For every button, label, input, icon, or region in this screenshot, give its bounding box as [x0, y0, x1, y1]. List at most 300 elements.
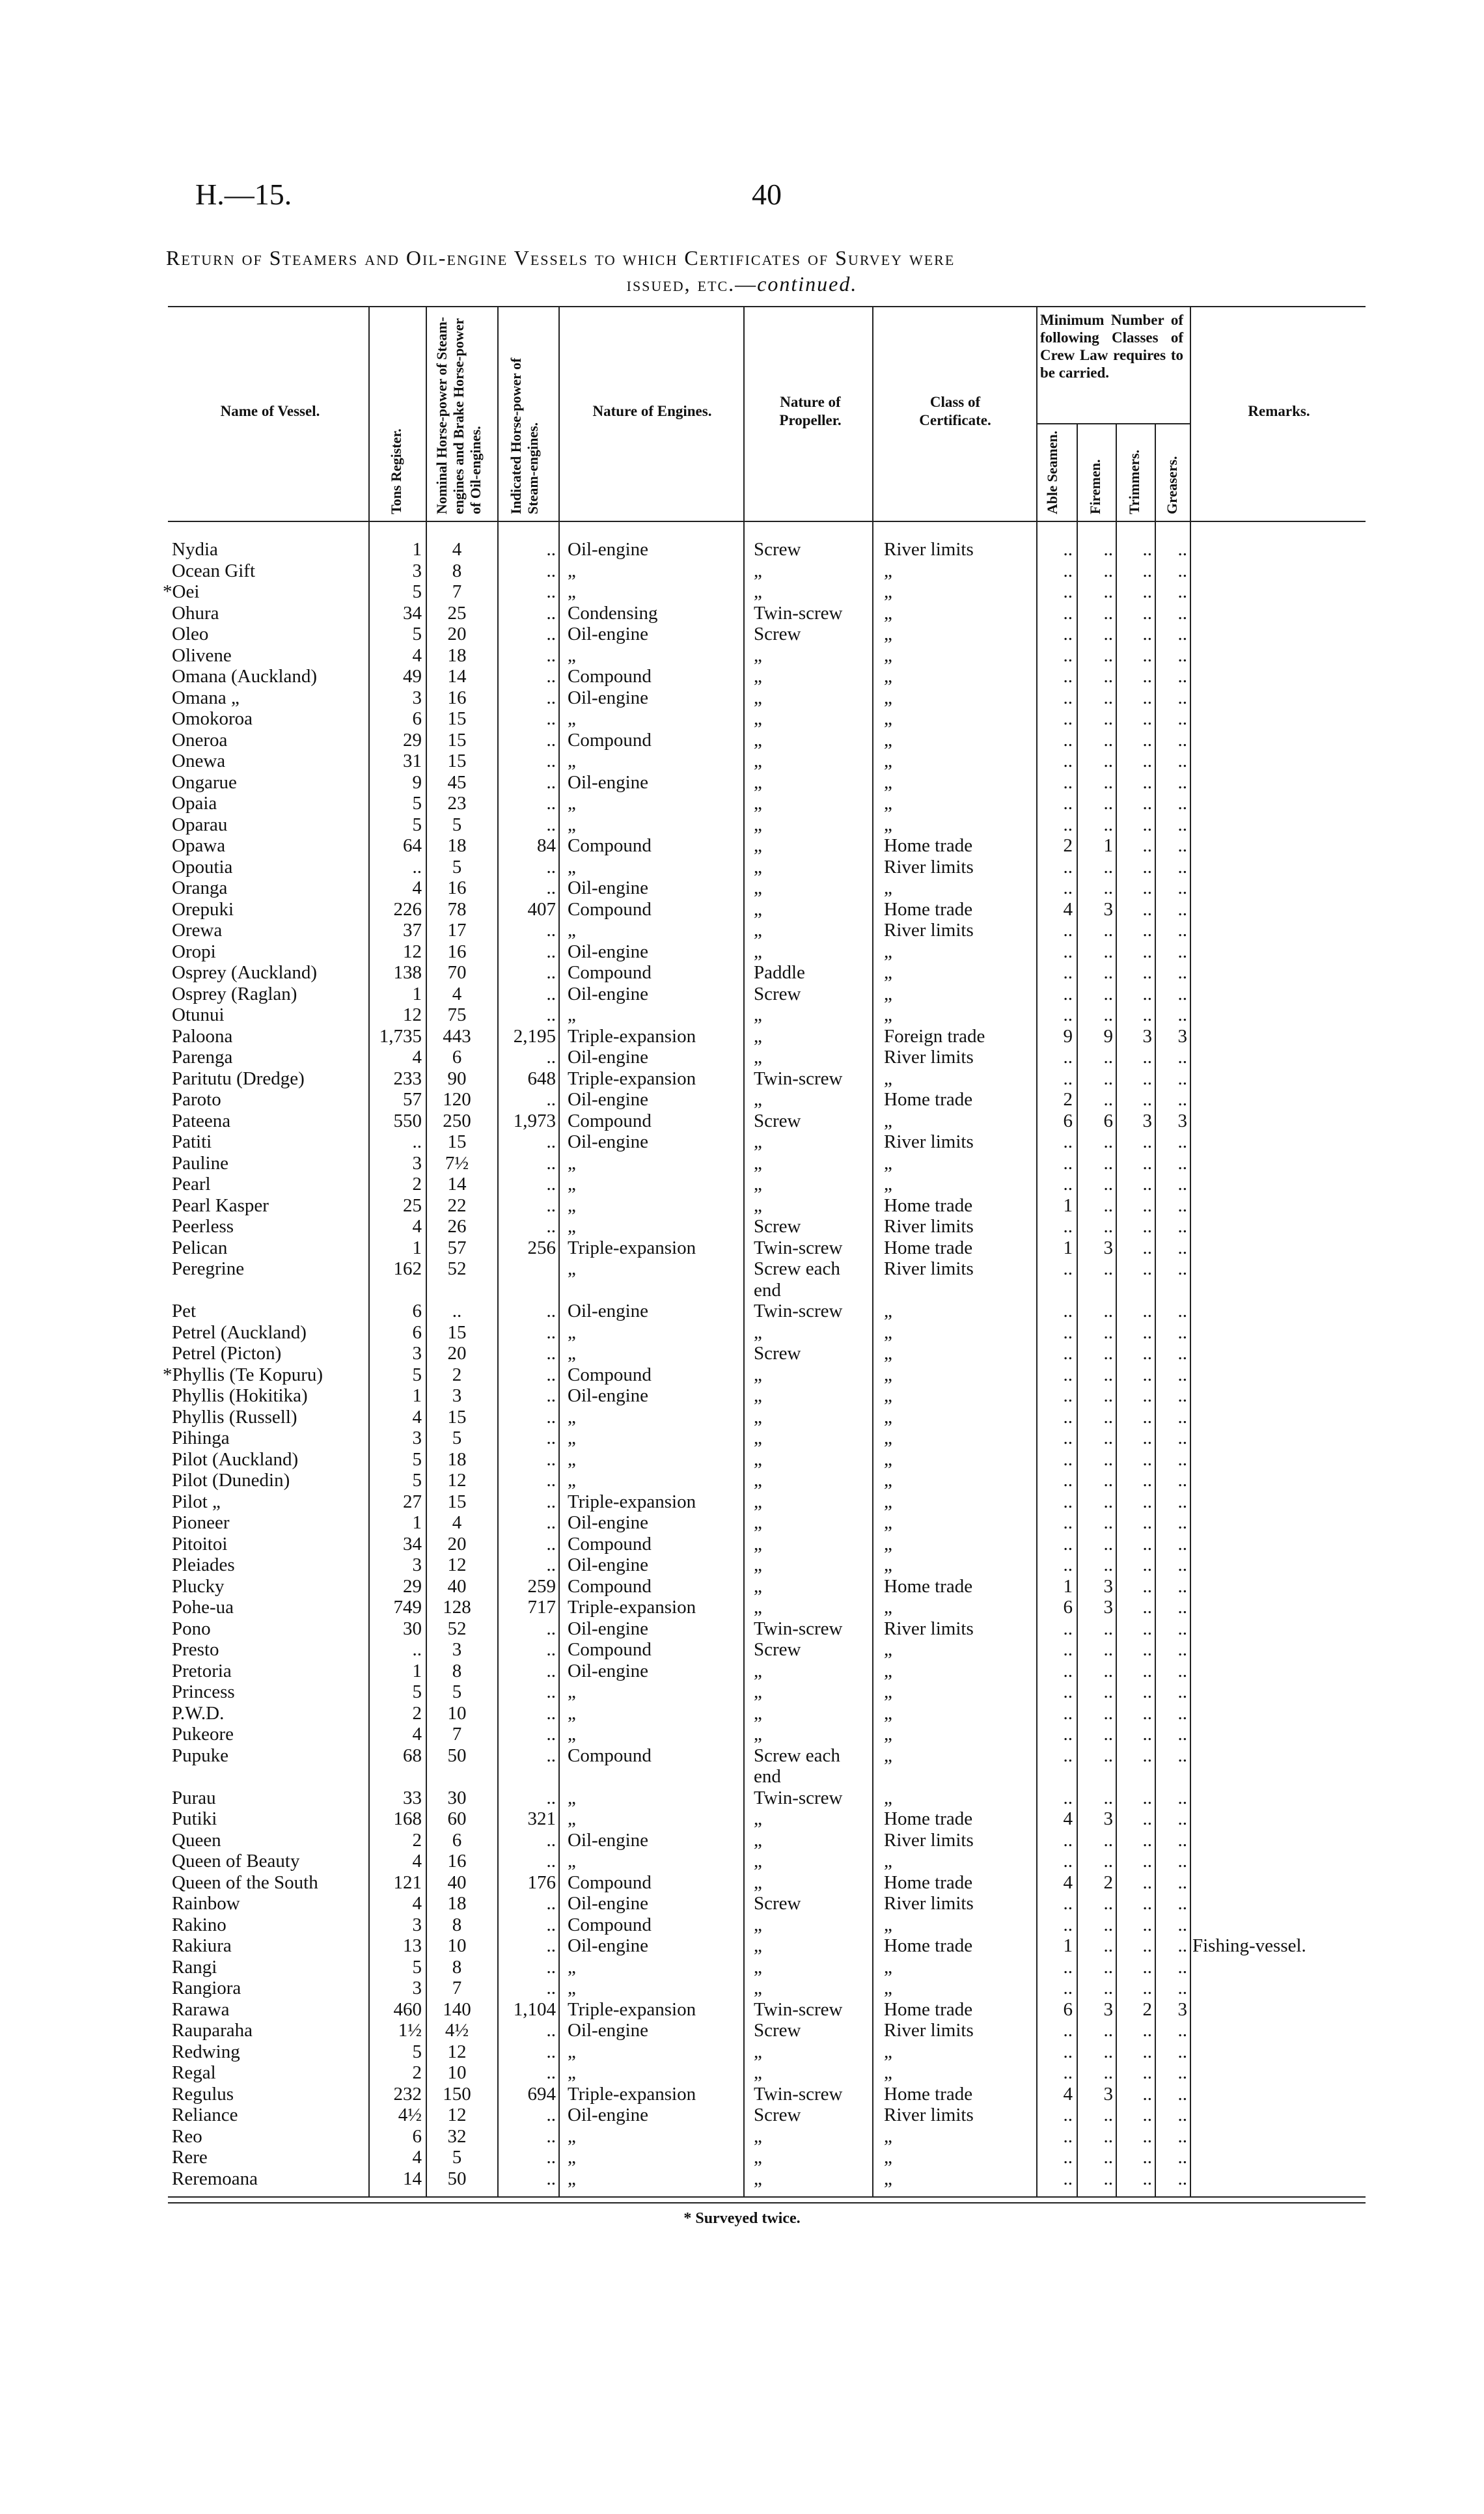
- nature-of-propeller: Screw each: [754, 1745, 840, 1766]
- table-row: [0, 1639, 1484, 1661]
- nature-of-engines: Oil-engine: [568, 1893, 649, 1914]
- nature-of-engines: „: [568, 1681, 576, 1702]
- greasers: ..: [1177, 2083, 1187, 2105]
- table-row: [0, 1280, 1484, 1301]
- nominal-horse-power: 18: [447, 644, 467, 666]
- page-number: 40: [752, 178, 782, 211]
- trimmers: ..: [1142, 2062, 1152, 2083]
- nominal-horse-power: 15: [447, 729, 467, 751]
- greasers: 3: [1177, 1110, 1187, 1131]
- able-seamen: ..: [1063, 1851, 1073, 1872]
- table-row: [0, 1026, 1484, 1047]
- table-row: [0, 1237, 1484, 1259]
- able-seamen: ..: [1063, 1364, 1073, 1385]
- vessel-name: Peregrine: [172, 1258, 245, 1279]
- tons-register: 2: [412, 1829, 422, 1851]
- class-of-certificate: „: [884, 1321, 892, 1343]
- firemen: ..: [1103, 1428, 1113, 1448]
- able-seamen: ..: [1063, 1428, 1073, 1448]
- class-of-certificate: „: [884, 814, 892, 835]
- greasers: ..: [1177, 983, 1187, 1004]
- trimmers: ..: [1142, 1872, 1152, 1893]
- firemen: ..: [1103, 771, 1113, 793]
- indicated-horse-power: ..: [546, 751, 556, 771]
- tons-register: 3: [412, 560, 422, 581]
- trimmers: ..: [1142, 1491, 1152, 1512]
- able-seamen: ..: [1063, 920, 1073, 941]
- indicated-horse-power: ..: [546, 1978, 556, 1998]
- indicated-horse-power: ..: [546, 793, 556, 814]
- table-row: [0, 1935, 1484, 1957]
- indicated-horse-power: ..: [546, 1364, 556, 1385]
- nature-of-propeller: end: [754, 1766, 781, 1787]
- nominal-horse-power: 15: [447, 751, 467, 771]
- vessel-name: Orepuki: [172, 898, 234, 920]
- indicated-horse-power: ..: [546, 1448, 556, 1470]
- able-seamen: ..: [1063, 1385, 1073, 1406]
- class-of-certificate: Home trade: [884, 1089, 973, 1110]
- nature-of-engines: „: [568, 1808, 576, 1829]
- able-seamen: ..: [1063, 814, 1073, 835]
- class-of-certificate: River limits: [884, 2105, 974, 2125]
- tons-register: 5: [412, 1448, 422, 1470]
- greasers: ..: [1177, 2168, 1187, 2189]
- table-row: [0, 2147, 1484, 2168]
- indicated-horse-power: ..: [546, 624, 556, 644]
- table-row: [0, 1407, 1484, 1428]
- table-row: [0, 1449, 1484, 1471]
- nature-of-propeller: Screw each: [754, 1258, 840, 1279]
- vessel-name: Ohura: [172, 602, 219, 624]
- indicated-horse-power: ..: [546, 1512, 556, 1533]
- col-header-indicated: Indicated Horse-power of Steam-engines.: [508, 357, 541, 514]
- col-header-name: Name of Vessel.: [220, 403, 320, 419]
- vessel-name: Pelican: [172, 1237, 228, 1258]
- vessel-name: Paloona: [172, 1025, 233, 1047]
- indicated-horse-power: ..: [546, 2062, 556, 2083]
- nominal-horse-power: 10: [447, 1935, 467, 1956]
- class-of-certificate: River limits: [884, 2020, 974, 2041]
- nominal-horse-power: 78: [447, 898, 467, 920]
- tons-register: 57: [403, 1089, 422, 1110]
- greasers: ..: [1177, 1068, 1187, 1089]
- table-row: [0, 962, 1484, 984]
- nature-of-propeller: Twin-screw: [754, 1068, 843, 1089]
- class-of-certificate: „: [884, 2168, 892, 2189]
- greasers: ..: [1177, 793, 1187, 814]
- trimmers: ..: [1142, 708, 1152, 729]
- able-seamen: 1: [1063, 1575, 1073, 1597]
- vessel-name: Presto: [172, 1639, 219, 1660]
- indicated-horse-power: ..: [546, 1343, 556, 1364]
- greasers: ..: [1177, 1533, 1187, 1554]
- greasers: ..: [1177, 1745, 1187, 1766]
- vessel-name: Pilot (Dunedin): [172, 1470, 290, 1491]
- nature-of-propeller: „: [754, 1195, 762, 1216]
- vessel-name: Oropi: [172, 941, 216, 962]
- able-seamen: ..: [1063, 1470, 1073, 1491]
- able-seamen: 4: [1063, 898, 1073, 920]
- nature-of-engines: Triple-expansion: [568, 1491, 696, 1512]
- trimmers: ..: [1142, 2125, 1152, 2147]
- greasers: ..: [1177, 1512, 1187, 1533]
- nominal-horse-power: 75: [447, 1004, 467, 1025]
- trimmers: ..: [1142, 1428, 1152, 1448]
- trimmers: ..: [1142, 1575, 1152, 1597]
- trimmers: ..: [1142, 602, 1152, 624]
- greasers: ..: [1177, 1152, 1187, 1174]
- indicated-horse-power: 259: [527, 1575, 556, 1597]
- class-of-certificate: „: [884, 1301, 892, 1321]
- vessel-name: Oranga: [172, 877, 228, 898]
- nature-of-propeller: „: [754, 1131, 762, 1152]
- table-row: [0, 1745, 1484, 1767]
- vessel-name: Rere: [172, 2147, 208, 2168]
- vessel-name: Pilot (Auckland): [172, 1448, 299, 1470]
- nature-of-engines: Oil-engine: [568, 1512, 649, 1533]
- indicated-horse-power: 1,104: [513, 1998, 556, 2020]
- nominal-horse-power: 443: [443, 1025, 471, 1047]
- nature-of-engines: Oil-engine: [568, 2105, 649, 2125]
- table-row: [0, 1068, 1484, 1090]
- firemen: ..: [1103, 856, 1113, 877]
- class-of-certificate: „: [884, 751, 892, 771]
- firemen: ..: [1103, 2105, 1113, 2125]
- tons-register: 3: [412, 687, 422, 708]
- nature-of-engines: Compound: [568, 898, 652, 920]
- table-row: [0, 539, 1484, 560]
- greasers: ..: [1177, 1787, 1187, 1808]
- trimmers: ..: [1142, 1893, 1152, 1914]
- table-row: [0, 645, 1484, 667]
- trimmers: ..: [1142, 1068, 1152, 1089]
- indicated-horse-power: ..: [546, 1216, 556, 1237]
- greasers: ..: [1177, 1258, 1187, 1279]
- nominal-horse-power: 10: [447, 1702, 467, 1724]
- nature-of-propeller: „: [754, 666, 762, 687]
- table-row: [0, 1661, 1484, 1682]
- nature-of-propeller: Twin-screw: [754, 2083, 843, 2105]
- vessel-name: Queen of Beauty: [172, 1851, 300, 1872]
- nature-of-propeller: „: [754, 1152, 762, 1174]
- tons-register: 460: [393, 1998, 422, 2020]
- tons-register: 33: [403, 1787, 422, 1808]
- indicated-horse-power: ..: [546, 539, 556, 560]
- trimmers: ..: [1142, 1745, 1152, 1766]
- able-seamen: 4: [1063, 1872, 1073, 1893]
- tons-register: 5: [412, 1956, 422, 1978]
- tons-register: 34: [403, 1533, 422, 1554]
- table-row: [0, 814, 1484, 836]
- tons-register: 5: [412, 1470, 422, 1491]
- nominal-horse-power: 20: [447, 1533, 467, 1554]
- trimmers: ..: [1142, 1047, 1152, 1068]
- indicated-horse-power: ..: [546, 687, 556, 708]
- indicated-horse-power: ..: [546, 2041, 556, 2062]
- vessel-name: Orewa: [172, 920, 223, 941]
- nature-of-propeller: „: [754, 1554, 762, 1575]
- indicated-horse-power: 694: [527, 2083, 556, 2105]
- indicated-horse-power: ..: [546, 1829, 556, 1851]
- table-row: [0, 624, 1484, 645]
- able-seamen: ..: [1063, 1004, 1073, 1025]
- indicated-horse-power: 176: [527, 1872, 556, 1893]
- greasers: ..: [1177, 644, 1187, 666]
- greasers: ..: [1177, 708, 1187, 729]
- nominal-horse-power: 15: [447, 1131, 467, 1152]
- able-seamen: ..: [1063, 1321, 1073, 1343]
- firemen: ..: [1103, 1047, 1113, 1068]
- greasers: ..: [1177, 1448, 1187, 1470]
- vessel-name: Ongarue: [172, 771, 237, 793]
- table-title-line1: Return of Steamers and Oil-engine Vessels to which Certificates of Survey were: [166, 246, 955, 269]
- greasers: ..: [1177, 877, 1187, 898]
- table-row: [0, 920, 1484, 941]
- trimmers: ..: [1142, 1258, 1152, 1279]
- tons-register: 4: [412, 1724, 422, 1745]
- trimmers: ..: [1142, 1724, 1152, 1745]
- indicated-horse-power: ..: [546, 1428, 556, 1448]
- indicated-horse-power: ..: [546, 666, 556, 687]
- vessel-name: Oparau: [172, 814, 228, 835]
- indicated-horse-power: ..: [546, 1047, 556, 1068]
- firemen: ..: [1103, 1745, 1113, 1766]
- greasers: ..: [1177, 2020, 1187, 2041]
- trimmers: ..: [1142, 1554, 1152, 1575]
- greasers: ..: [1177, 1470, 1187, 1491]
- nature-of-propeller: Screw: [754, 1216, 801, 1237]
- greasers: ..: [1177, 1914, 1187, 1935]
- vessel-name: Paroto: [172, 1089, 221, 1110]
- firemen: ..: [1103, 2062, 1113, 2083]
- table-row: [0, 1343, 1484, 1364]
- trimmers: ..: [1142, 1702, 1152, 1724]
- tons-register: 1: [412, 1385, 422, 1406]
- greasers: ..: [1177, 2062, 1187, 2083]
- nominal-horse-power: 8: [452, 1660, 462, 1681]
- indicated-horse-power: ..: [546, 1618, 556, 1639]
- nature-of-propeller: „: [754, 751, 762, 771]
- class-of-certificate: River limits: [884, 539, 974, 560]
- trimmers: ..: [1142, 1618, 1152, 1639]
- vessel-name: Opaia: [172, 793, 217, 814]
- table-row: [0, 1554, 1484, 1576]
- vessel-name: Pearl: [172, 1174, 211, 1195]
- class-of-certificate: „: [884, 687, 892, 708]
- firemen: ..: [1103, 708, 1113, 729]
- class-of-certificate: Home trade: [884, 1872, 973, 1893]
- table-row: [0, 1195, 1484, 1217]
- able-seamen: ..: [1063, 1406, 1073, 1428]
- table-row: [0, 857, 1484, 878]
- nature-of-engines: „: [568, 856, 576, 877]
- greasers: ..: [1177, 1893, 1187, 1914]
- nominal-horse-power: 5: [452, 814, 462, 835]
- nature-of-engines: „: [568, 1174, 576, 1195]
- indicated-horse-power: ..: [546, 1470, 556, 1491]
- table-row: [0, 1491, 1484, 1513]
- nominal-horse-power: 7: [452, 1724, 462, 1745]
- tons-register: 4: [412, 877, 422, 898]
- table-row: [0, 1957, 1484, 1978]
- firemen: 9: [1103, 1025, 1113, 1047]
- nominal-horse-power: 8: [452, 1914, 462, 1935]
- greasers: ..: [1177, 1491, 1187, 1512]
- nominal-horse-power: 16: [447, 941, 467, 962]
- table-row: [0, 1153, 1484, 1174]
- vessel-name: P.W.D.: [172, 1702, 225, 1724]
- firemen: ..: [1103, 624, 1113, 644]
- table-row: [0, 1681, 1484, 1703]
- trimmers: ..: [1142, 1004, 1152, 1025]
- trimmers: ..: [1142, 941, 1152, 962]
- nature-of-propeller: „: [754, 687, 762, 708]
- nominal-horse-power: 20: [447, 1343, 467, 1364]
- nature-of-propeller: „: [754, 1681, 762, 1702]
- indicated-horse-power: ..: [546, 1787, 556, 1808]
- trimmers: 3: [1142, 1110, 1152, 1131]
- trimmers: ..: [1142, 1597, 1152, 1618]
- class-of-certificate: Home trade: [884, 1237, 973, 1258]
- nature-of-propeller: Paddle: [754, 962, 805, 983]
- table-title-line2: [0, 272, 1484, 296]
- vessel-name: Oleo: [172, 624, 209, 644]
- greasers: ..: [1177, 1131, 1187, 1152]
- nature-of-engines: Compound: [568, 835, 652, 856]
- tons-register: 3: [412, 1914, 422, 1935]
- greasers: ..: [1177, 1428, 1187, 1448]
- nominal-horse-power: 18: [447, 835, 467, 856]
- trimmers: ..: [1142, 751, 1152, 771]
- nature-of-propeller: „: [754, 856, 762, 877]
- trimmers: ..: [1142, 771, 1152, 793]
- indicated-horse-power: ..: [546, 1089, 556, 1110]
- table-row: [0, 2126, 1484, 2148]
- nominal-horse-power: 20: [447, 624, 467, 644]
- nominal-horse-power: 15: [447, 1491, 467, 1512]
- tons-register: 6: [412, 1321, 422, 1343]
- vessel-name: Pateena: [172, 1110, 231, 1131]
- nature-of-propeller: „: [754, 581, 762, 602]
- able-seamen: ..: [1063, 2125, 1073, 2147]
- nominal-horse-power: 52: [447, 1618, 467, 1639]
- trimmers: 2: [1142, 1998, 1152, 2020]
- tons-register: 4: [412, 2147, 422, 2168]
- nominal-horse-power: 17: [447, 920, 467, 941]
- nature-of-engines: „: [568, 793, 576, 814]
- nature-of-propeller: „: [754, 560, 762, 581]
- able-seamen: ..: [1063, 729, 1073, 751]
- tons-register: 4: [412, 1893, 422, 1914]
- indicated-horse-power: ..: [546, 1406, 556, 1428]
- vessel-name: Pohe-ua: [172, 1597, 234, 1618]
- nature-of-engines: Compound: [568, 1364, 652, 1385]
- tons-register: 27: [403, 1491, 422, 1512]
- greasers: ..: [1177, 539, 1187, 560]
- firemen: ..: [1103, 1385, 1113, 1406]
- tons-register: 68: [403, 1745, 422, 1766]
- greasers: ..: [1177, 1597, 1187, 1618]
- table-row: [0, 1830, 1484, 1851]
- nature-of-engines: Compound: [568, 1639, 652, 1660]
- indicated-horse-power: 648: [527, 1068, 556, 1089]
- nature-of-propeller: „: [754, 1025, 762, 1047]
- firemen: ..: [1103, 1533, 1113, 1554]
- nominal-horse-power: 8: [452, 560, 462, 581]
- nature-of-engines: „: [568, 2062, 576, 2083]
- tons-register: 3: [412, 1554, 422, 1575]
- indicated-horse-power: ..: [546, 1935, 556, 1956]
- trimmers: ..: [1142, 1321, 1152, 1343]
- nature-of-engines: „: [568, 1851, 576, 1872]
- nature-of-propeller: „: [754, 1448, 762, 1470]
- vessel-name: Omokoroa: [172, 708, 253, 729]
- firemen: ..: [1103, 644, 1113, 666]
- trimmers: ..: [1142, 1385, 1152, 1406]
- tons-register: 5: [412, 1681, 422, 1702]
- greasers: ..: [1177, 898, 1187, 920]
- tons-register: 162: [393, 1258, 422, 1279]
- table-row: [0, 560, 1484, 582]
- indicated-horse-power: ..: [546, 1893, 556, 1914]
- nature-of-engines: „: [568, 1978, 576, 1998]
- title-prefix: issued, etc.—: [626, 272, 758, 296]
- tons-register: 14: [403, 2168, 422, 2189]
- trimmers: ..: [1142, 1448, 1152, 1470]
- able-seamen: 4: [1063, 2083, 1073, 2105]
- able-seamen: 2: [1063, 835, 1073, 856]
- greasers: ..: [1177, 941, 1187, 962]
- col-header-greasers: Greasers.: [1164, 456, 1180, 514]
- able-seamen: ..: [1063, 751, 1073, 771]
- table-row: [0, 1978, 1484, 1999]
- nature-of-engines: Compound: [568, 1745, 652, 1766]
- col-header-tons: Tons Register.: [388, 428, 404, 514]
- table-row: [0, 1258, 1484, 1280]
- nature-of-engines: Oil-engine: [568, 983, 649, 1004]
- table-row: [0, 1428, 1484, 1449]
- trimmers: ..: [1142, 1533, 1152, 1554]
- able-seamen: ..: [1063, 708, 1073, 729]
- indicated-horse-power: ..: [546, 941, 556, 962]
- able-seamen: ..: [1063, 941, 1073, 962]
- greasers: ..: [1177, 1554, 1187, 1575]
- greasers: ..: [1177, 962, 1187, 983]
- nature-of-propeller: Screw: [754, 539, 801, 560]
- vessel-name: Peerless: [172, 1216, 234, 1237]
- firemen: ..: [1103, 1935, 1113, 1956]
- nature-of-engines: Oil-engine: [568, 941, 649, 962]
- class-of-certificate: „: [884, 1681, 892, 1702]
- trimmers: ..: [1142, 898, 1152, 920]
- nominal-horse-power: 3: [452, 1385, 462, 1406]
- able-seamen: 6: [1063, 1998, 1073, 2020]
- table-row: [0, 2168, 1484, 2190]
- indicated-horse-power: 717: [527, 1597, 556, 1618]
- tons-register: 4: [412, 1406, 422, 1428]
- indicated-horse-power: ..: [546, 983, 556, 1004]
- class-of-certificate: River limits: [884, 1216, 974, 1237]
- nominal-horse-power: 7: [452, 581, 462, 602]
- firemen: ..: [1103, 814, 1113, 835]
- nature-of-engines: Oil-engine: [568, 771, 649, 793]
- nature-of-engines: „: [568, 1258, 576, 1279]
- vessel-name: Petrel (Auckland): [172, 1321, 307, 1343]
- nominal-horse-power: 90: [447, 1068, 467, 1089]
- nature-of-engines: Triple-expansion: [568, 2083, 696, 2105]
- tons-register: 4: [412, 1216, 422, 1237]
- table-row: [0, 1216, 1484, 1237]
